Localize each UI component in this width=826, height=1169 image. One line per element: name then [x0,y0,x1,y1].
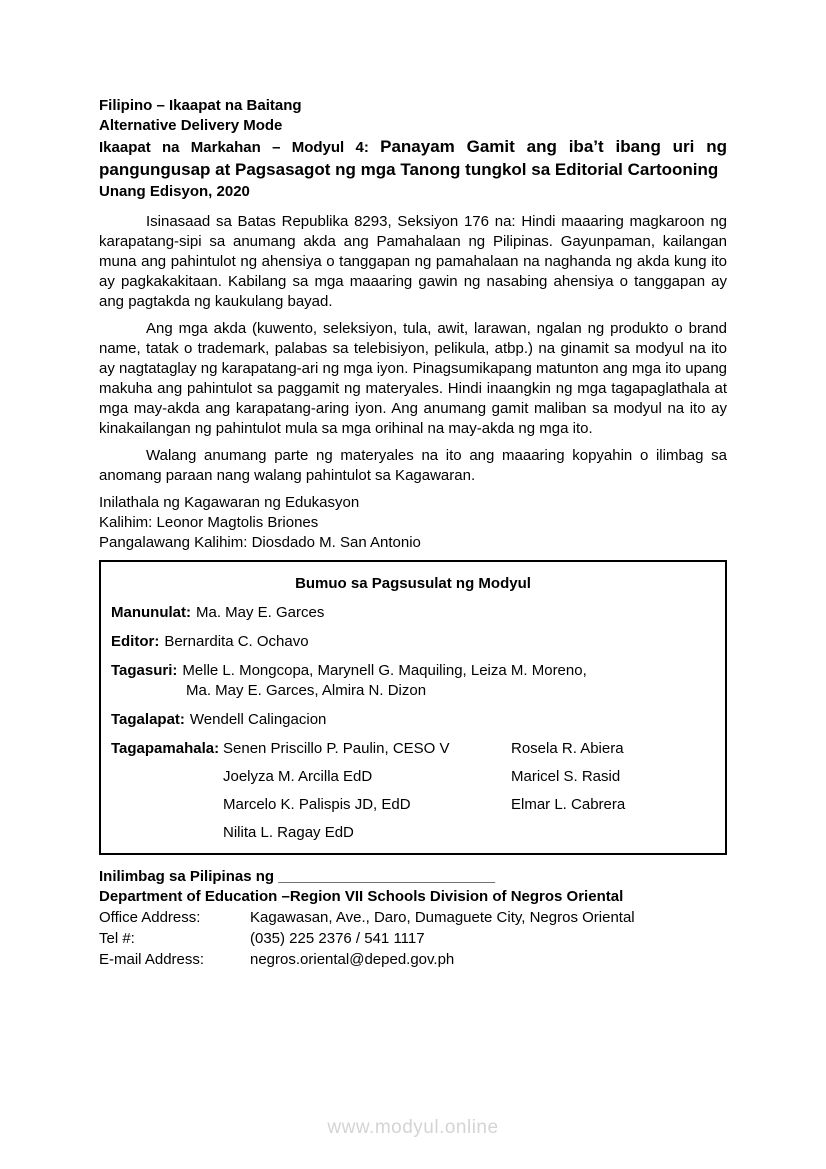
imprint-row-office-address [99,907,727,928]
printed-in-line: Inilimbag sa Pilipinas ng __________________________ [99,868,496,885]
credits-box [99,560,727,855]
edition-line: Unang Edisyon, 2020 [99,183,250,200]
delivery-mode-line: Alternative Delivery Mode [99,117,283,134]
subject-grade-line: Filipino – Ikaapat na Baitang [99,97,302,114]
tagapamahala-label: Tagapamahala: [111,740,220,757]
tagapamahala-row-3 [111,795,715,815]
tagasuri-line-1 [111,661,715,681]
tagapamahala-col1-name: Senen Priscillo P. Paulin, CESO V [223,740,450,757]
publisher-block [99,493,727,553]
copyright-paragraph-2: Ang mga akda (kuwento, seleksiyon, tula, awit, larawan, ngalan ng produkto o brand name, tatak o trademark, palabas sa telebisiyon, pelikula, atbp.) na ginamit sa modyul na ito ay nagtataglay ng karapatang-ari ng mga iyon. Pinagsumikapang matunton ang mga ito upang makuha ang pahintulot sa paggamit ng materyales. Hindi inaangkin ng mga tagapaglathala at mga may-akda ang karapatang-aring iyon. Ang anumang gamit maliban sa modyul na ito ay kinakailangan ng pahintulot mula sa mga orihinal na may-akda ng mga ito. [99,320,727,437]
tagapamahala-col2-name: Maricel S. Rasid [511,768,621,785]
module-number-prefix: Ikaapat na Markahan – Modyul 4: [99,139,381,156]
credit-row-tagalapat [111,710,715,730]
imprint-row-email [99,949,727,970]
tagapamahala-col2-name: Elmar L. Cabrera [511,796,626,813]
tagasuri-value-line2: Ma. May E. Garces, Almira N. Dizon [186,682,427,699]
tagapamahala-row-1 [111,739,715,759]
tagapamahala-col1-name: Nilita L. Ragay EdD [223,824,354,841]
site-watermark: www.modyul.online [327,1117,499,1138]
copyright-paragraph-1: Isinasaad sa Batas Republika 8293, Seksiyon 176 na: Hindi maaaring magkaroon ng karapatang-sipi sa anumang akda ang Pamahalaan ng Pilipinas. Gayunpaman, kailangan muna ang pahintulot ng ahensiya o tanggapan ng pamahalaan na naghanda ng akda kung ito ay pagkakakitaan. Kabilang sa mga maaaring gawin ng nasabing ahensiya o tanggapan ay ang pagtakda ng kaukulang bayad. [99,213,727,310]
tagasuri-value-line1: Melle L. Mongcopa, Marynell G. Maquiling, Leiza M. Moreno, [182,662,587,679]
tagapamahala-col1-name: Joelyza M. Arcilla EdD [223,768,373,785]
imprint-row-telephone [99,928,727,949]
office-address-value: Kagawasan, Ave., Daro, Dumaguete City, Negros Oriental [250,909,635,926]
tagapamahala-col1-name: Marcelo K. Palispis JD, EdD [223,796,411,813]
publisher-line: Inilathala ng Kagawaran ng Edukasyon [99,494,360,511]
manunulat-label: Manunulat: [111,604,191,621]
copyright-paragraph-3: Walang anumang parte ng materyales na ito ang maaaring kopyahin o ilimbag sa anomang paraan nang walang pahintulot sa Kagawaran. [99,447,727,484]
editor-label: Editor: [111,633,160,650]
credit-row-manunulat [111,603,715,623]
tagalapat-label: Tagalapat: [111,711,185,728]
module-title-line [99,136,727,182]
secretary-line: Kalihim: Leonor Magtolis Briones [99,514,319,531]
credit-row-editor [111,632,715,652]
header-block [99,96,727,202]
tagapamahala-col2-name: Rosela R. Abiera [511,740,624,757]
module-title-text: Panayam Gamit ang iba’t ibang uri ng pangungusap at Pagsasagot ng mga Tanong tungkol sa Editorial Cartooning [99,137,728,179]
telephone-label: Tel #: [99,930,135,947]
tagalapat-value: Wendell Calingacion [189,711,327,728]
tagapamahala-row-4 [111,823,715,843]
credits-box-title: Bumuo sa Pagsusulat ng Modyul [295,575,531,592]
manunulat-value: Ma. May E. Garces [196,604,325,621]
credit-row-tagasuri [111,661,715,701]
imprint-block [99,867,727,970]
editor-value: Bernardita C. Ochavo [164,633,309,650]
telephone-value: (035) 225 2376 / 541 1117 [250,930,425,947]
tagasuri-label: Tagasuri: [111,662,178,679]
office-address-label: Office Address: [99,909,201,926]
email-value: negros.oriental@deped.gov.ph [250,951,455,968]
undersecretary-line: Pangalawang Kalihim: Diosdado M. San Antonio [99,534,421,551]
division-line: Department of Education –Region VII Schools Division of Negros Oriental [99,888,624,905]
tagapamahala-row-2 [111,767,715,787]
tagapamahala-col2-name [511,823,715,843]
email-label: E-mail Address: [99,951,205,968]
